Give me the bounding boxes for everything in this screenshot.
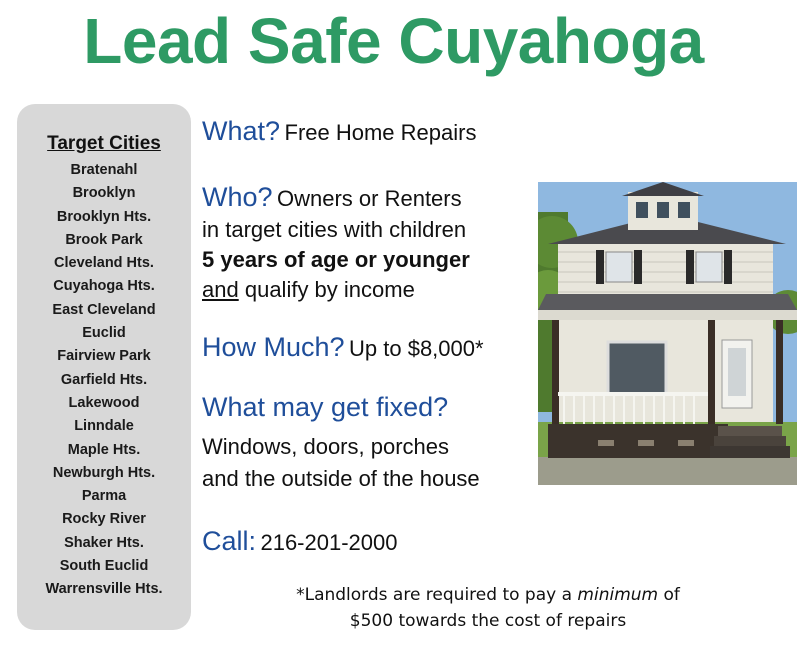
city-item: Brooklyn Hts. xyxy=(56,208,152,225)
city-item: Brook Park xyxy=(65,231,143,248)
target-cities-heading: Target Cities xyxy=(47,133,161,154)
footnote-line2: $500 towards the cost of repairs xyxy=(349,611,627,631)
city-item: Brooklyn xyxy=(72,185,136,202)
city-item: South Euclid xyxy=(59,558,149,575)
city-item: Garfield Hts. xyxy=(60,371,148,388)
footnote-part1: *Landlords are required to pay a xyxy=(296,585,578,605)
city-item: Cuyahoga Hts. xyxy=(53,278,155,295)
who-question: Who? xyxy=(202,182,273,212)
fixed-answer-line2: and the outside of the house xyxy=(202,466,480,491)
who-answer-line2: in target cities with children xyxy=(202,217,467,242)
city-item: Fairview Park xyxy=(57,348,151,365)
what-section xyxy=(202,116,476,147)
who-answer-line1: Owners or Renters xyxy=(277,186,462,211)
how-much-answer: Up to $8,000* xyxy=(349,336,484,361)
city-item: Parma xyxy=(81,488,127,505)
who-answer-line4 xyxy=(202,277,415,303)
page-title: Lead Safe Cuyahoga xyxy=(83,5,704,77)
city-item: Bratenahl xyxy=(70,162,138,178)
call-section xyxy=(202,526,397,557)
who-and-underlined: and xyxy=(202,277,239,302)
footnote-part2: of xyxy=(658,585,680,605)
who-income: qualify by income xyxy=(244,277,415,302)
city-item: Newburgh Hts. xyxy=(52,464,156,481)
footnote-emphasis: minimum xyxy=(577,585,659,605)
city-item: East Cleveland xyxy=(52,301,156,318)
fixed-answer-line1: Windows, doors, porches xyxy=(202,434,449,459)
call-label: Call: xyxy=(202,526,257,556)
city-item: Lakewood xyxy=(68,394,140,411)
how-much-question: How Much? xyxy=(202,332,345,362)
what-question: What? xyxy=(202,116,281,146)
city-item: Euclid xyxy=(82,325,126,342)
what-answer: Free Home Repairs xyxy=(284,120,477,145)
footnote xyxy=(228,582,748,634)
city-item: Rocky River xyxy=(62,511,146,528)
city-item: Maple Hts. xyxy=(67,441,141,458)
city-item: Cleveland Hts. xyxy=(54,255,154,272)
city-item: Linndale xyxy=(74,418,134,435)
who-section xyxy=(202,182,462,213)
target-cities-panel xyxy=(17,104,191,630)
how-much-section xyxy=(202,332,484,363)
city-item: Warrensville Hts. xyxy=(45,581,163,598)
phone-number: 216-201-2000 xyxy=(260,530,398,555)
fixed-question: What may get fixed? xyxy=(202,392,449,422)
city-item: Shaker Hts. xyxy=(64,534,144,551)
city-list xyxy=(17,159,191,602)
house-photo xyxy=(538,182,797,485)
who-answer-line3: 5 years of age or younger xyxy=(202,247,470,272)
